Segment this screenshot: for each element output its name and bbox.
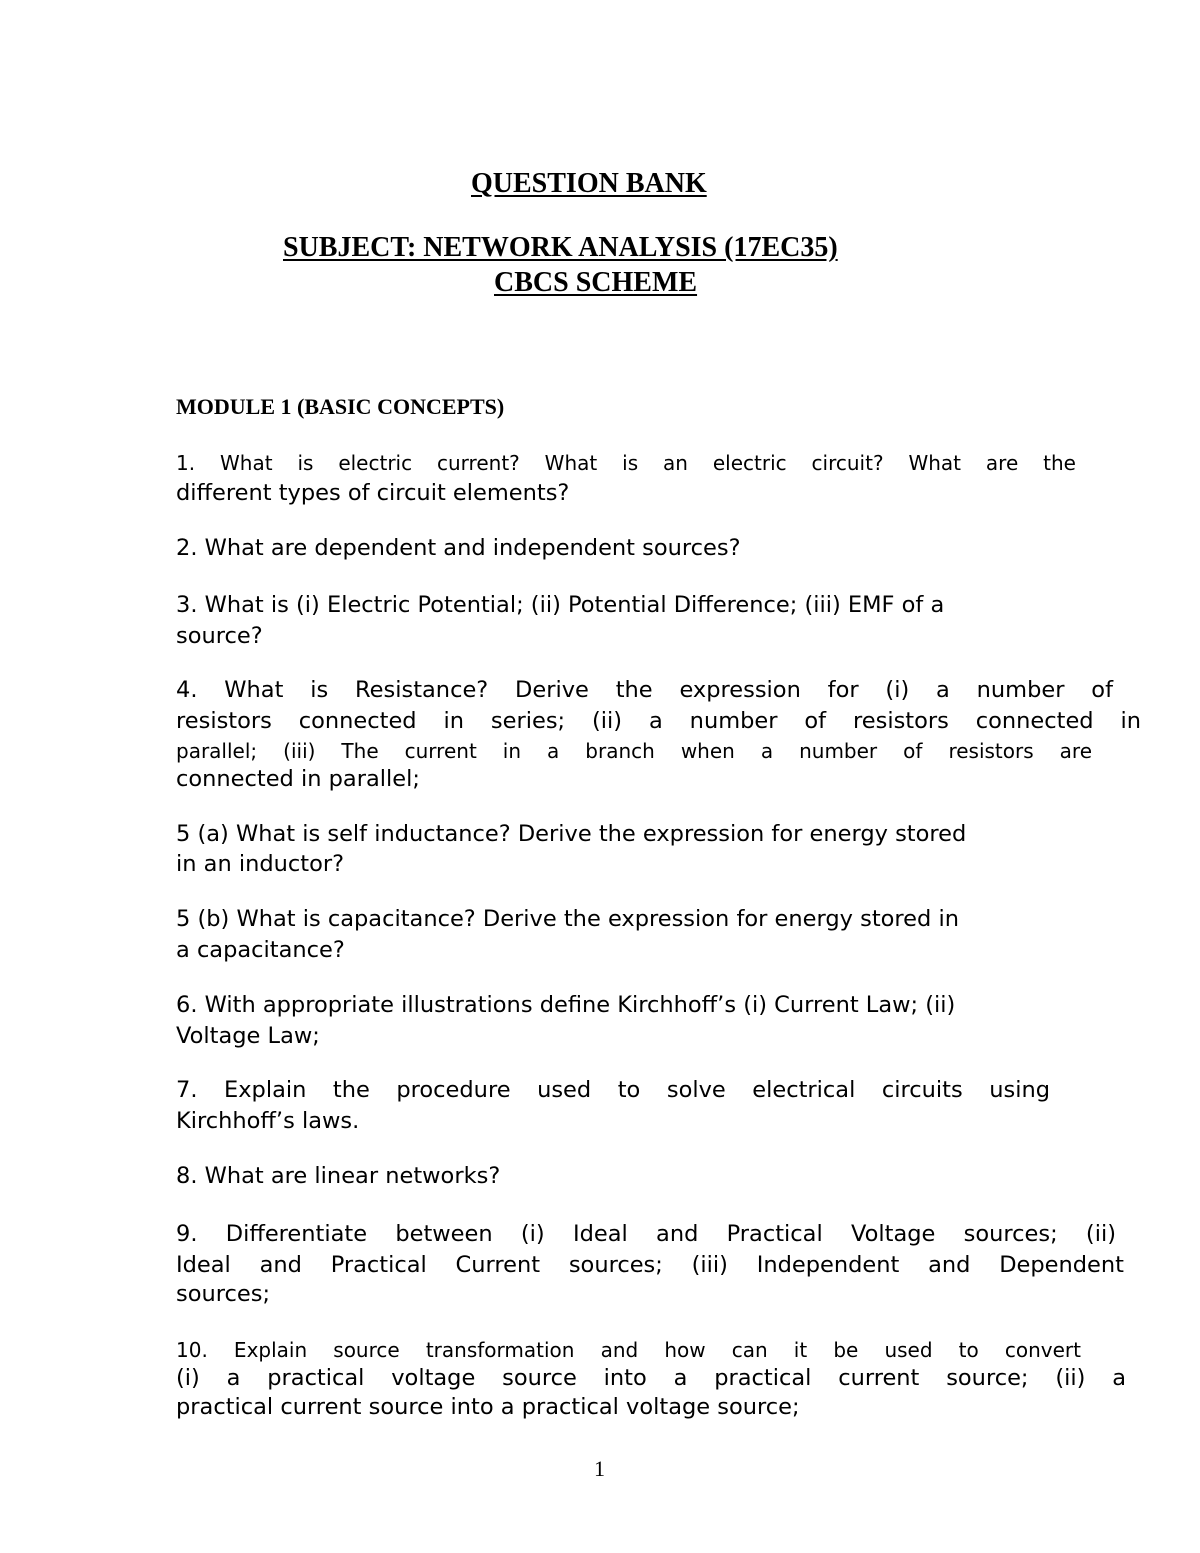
module-heading: MODULE 1 (BASIC CONCEPTS) (176, 394, 505, 419)
question-4-line-3: parallel; (iii) The current in a branch when a number of resistors are (176, 739, 1092, 763)
question-4-line-2: resistors connected in series; (ii) a number of resistors connected in (176, 708, 1141, 734)
question-3-line-1: 3. What is (i) Electric Potential; (ii) Potential Difference; (iii) EMF of a (176, 592, 945, 618)
question-9-line-1: 9. Differentiate between (i) Ideal and Practical Voltage sources; (ii) (176, 1221, 1116, 1247)
question-4-line-1: 4. What is Resistance? Derive the expression for (i) a number of (176, 677, 1113, 703)
question-5a-line-1: 5 (a) What is self inductance? Derive the expression for energy stored (176, 821, 967, 847)
question-5a-line-2: in an inductor? (176, 851, 345, 877)
question-5b-line-1: 5 (b) What is capacitance? Derive the expression for energy stored in (176, 906, 959, 932)
question-9-line-2: Ideal and Practical Current sources; (iii) Independent and Dependent (176, 1252, 1124, 1278)
subject-heading: SUBJECT: NETWORK ANALYSIS (17EC35) (283, 232, 838, 263)
question-4-line-4: connected in parallel; (176, 766, 420, 792)
question-10-line-3: practical current source into a practical voltage source; (176, 1394, 800, 1420)
scheme-heading: CBCS SCHEME (494, 267, 698, 298)
question-9-line-3: sources; (176, 1281, 271, 1307)
question-6-line-1: 6. With appropriate illustrations define Kirchhoff’s (i) Current Law; (ii) (176, 992, 956, 1018)
question-3-line-2: source? (176, 623, 263, 649)
question-8: 8. What are linear networks? (176, 1163, 501, 1189)
question-7-line-2: Kirchhoff’s laws. (176, 1108, 360, 1134)
question-10-line-2: (i) a practical voltage source into a practical current source; (ii) a (176, 1365, 1126, 1391)
document-title: QUESTION BANK (471, 168, 707, 199)
question-1-line-1: 1. What is electric current? What is an electric circuit? What are the (176, 451, 1076, 475)
page-number: 1 (594, 1456, 605, 1481)
question-10-line-1: 10. Explain source transformation and how can it be used to convert (176, 1338, 1081, 1362)
question-2: 2. What are dependent and independent sources? (176, 535, 741, 561)
question-7-line-1: 7. Explain the procedure used to solve electrical circuits using (176, 1077, 1050, 1103)
question-5b-line-2: a capacitance? (176, 937, 345, 963)
question-1-line-2: different types of circuit elements? (176, 480, 570, 506)
question-6-line-2: Voltage Law; (176, 1023, 320, 1049)
